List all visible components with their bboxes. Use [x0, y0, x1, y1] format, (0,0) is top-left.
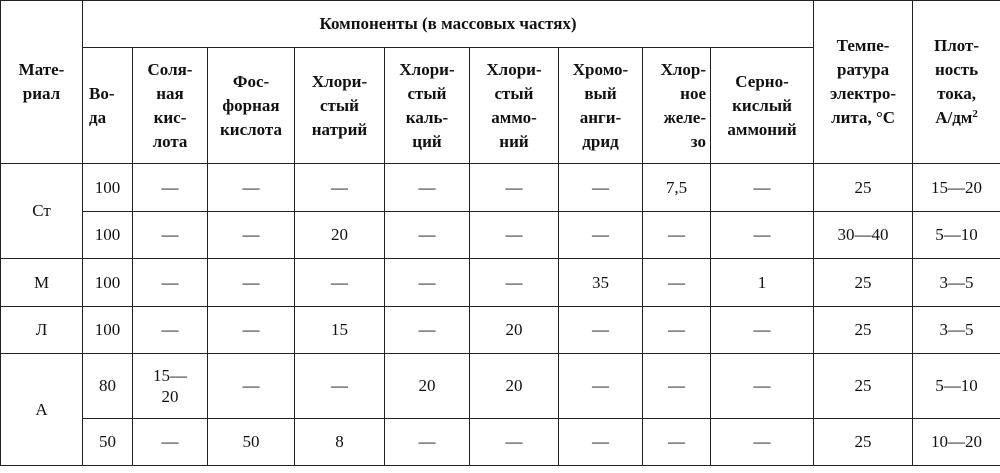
value-cell: —	[470, 259, 559, 307]
material-cell: А	[1, 354, 83, 466]
temperature-cell: 25	[814, 354, 913, 419]
density-cell: 3—5	[913, 259, 1000, 307]
value-cell: 7,5	[643, 164, 711, 212]
value-cell: —	[133, 307, 208, 354]
temperature-cell: 25	[814, 307, 913, 354]
density-cell: 10—20	[913, 419, 1000, 466]
header-component-sodium-chloride: Хлори- стый натрий	[295, 48, 385, 164]
header-component-ferric-chloride: Хлор- ное желе- зо	[643, 48, 711, 164]
value-cell: —	[643, 307, 711, 354]
material-cell: Ст	[1, 164, 83, 259]
header-component-ammonium-sulfate: Серно- кислый аммоний	[711, 48, 814, 164]
value-cell: —	[559, 212, 643, 259]
header-component-ammonium-chloride: Хлори- стый аммо- ний	[470, 48, 559, 164]
material-cell: М	[1, 259, 83, 307]
header-component-phosphoric-acid: Фос- форная кислота	[208, 48, 295, 164]
value-cell: 1	[711, 259, 814, 307]
value-cell: 100	[83, 307, 133, 354]
table-row	[1, 307, 1000, 354]
value-cell: 8	[295, 419, 385, 466]
value-cell: 15	[295, 307, 385, 354]
header-component-chromic-anhydride: Хромо- вый анги- дрид	[559, 48, 643, 164]
value-cell: —	[385, 419, 470, 466]
value-cell: —	[711, 164, 814, 212]
table-row	[1, 354, 1000, 419]
value-cell: —	[470, 419, 559, 466]
temperature-cell: 25	[814, 419, 913, 466]
value-cell: 20	[470, 307, 559, 354]
value-cell: —	[295, 259, 385, 307]
value-cell: 35	[559, 259, 643, 307]
value-cell: —	[133, 419, 208, 466]
value-cell: 100	[83, 164, 133, 212]
temperature-cell: 25	[814, 164, 913, 212]
header-current-density-label: Плот- ность тока, А/дм	[934, 36, 980, 127]
value-cell: —	[559, 164, 643, 212]
header-component-calcium-chloride: Хлори- стый каль- ций	[385, 48, 470, 164]
value-cell: —	[133, 212, 208, 259]
value-cell: —	[470, 164, 559, 212]
value-cell: —	[208, 259, 295, 307]
value-cell: —	[385, 164, 470, 212]
temperature-cell: 30—40	[814, 212, 913, 259]
value-cell: 50	[83, 419, 133, 466]
header-component-hydrochloric-acid: Соля- ная кис- лота	[133, 48, 208, 164]
value-cell: —	[208, 354, 295, 419]
value-cell: —	[385, 259, 470, 307]
material-cell: Л	[1, 307, 83, 354]
value-cell: —	[385, 212, 470, 259]
value-cell: —	[208, 212, 295, 259]
value-cell: 50	[208, 419, 295, 466]
value-cell: —	[643, 354, 711, 419]
value-cell: —	[133, 164, 208, 212]
value-cell: —	[643, 212, 711, 259]
value-cell: —	[643, 419, 711, 466]
table-row	[1, 259, 1000, 307]
header-current-density-superscript: 2	[972, 108, 978, 120]
value-cell: 20	[470, 354, 559, 419]
value-cell: —	[559, 354, 643, 419]
density-cell: 3—5	[913, 307, 1000, 354]
table-row	[1, 419, 1000, 466]
value-cell: 100	[83, 259, 133, 307]
value-cell: —	[643, 259, 711, 307]
value-cell: 20	[385, 354, 470, 419]
value-cell: 100	[83, 212, 133, 259]
value-cell: —	[208, 307, 295, 354]
header-material: Мате- риал	[1, 1, 83, 164]
header-components-group: Компоненты (в массовых частях)	[83, 1, 814, 48]
temperature-cell: 25	[814, 259, 913, 307]
value-cell: —	[208, 164, 295, 212]
table-row	[1, 212, 1000, 259]
density-cell: 5—10	[913, 354, 1000, 419]
value-cell: —	[559, 419, 643, 466]
header-current-density	[913, 1, 1000, 164]
header-component-water: Во- да	[83, 48, 133, 164]
value-cell: —	[711, 212, 814, 259]
value-cell: 15— 20	[133, 354, 208, 419]
value-cell: 80	[83, 354, 133, 419]
value-cell: —	[385, 307, 470, 354]
value-cell: —	[295, 354, 385, 419]
value-cell: —	[559, 307, 643, 354]
value-cell: —	[711, 419, 814, 466]
value-cell: 20	[295, 212, 385, 259]
density-cell: 5—10	[913, 212, 1000, 259]
value-cell: —	[711, 307, 814, 354]
value-cell: —	[711, 354, 814, 419]
value-cell: —	[470, 212, 559, 259]
density-cell: 15—20	[913, 164, 1000, 212]
value-cell: —	[133, 259, 208, 307]
table-row	[1, 164, 1000, 212]
header-temperature: Темпе- ратура электро- лита, °С	[814, 1, 913, 164]
value-cell: —	[295, 164, 385, 212]
